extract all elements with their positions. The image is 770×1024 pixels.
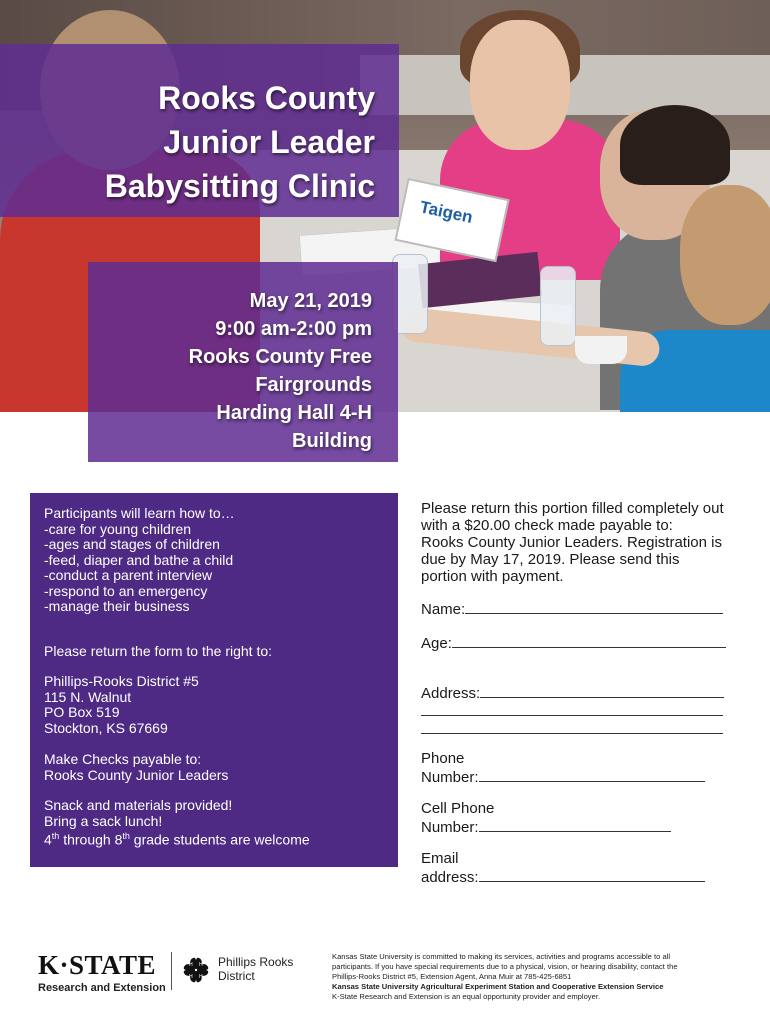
event-details-box — [88, 262, 398, 462]
address-line: 115 N. Walnut — [44, 688, 132, 705]
age-field[interactable] — [421, 633, 726, 652]
return-instruction: Please return the form to the right to: — [44, 643, 273, 659]
event-building: Harding Hall 4-H — [216, 402, 372, 424]
kstate-subtitle: Research and Extension — [38, 982, 166, 994]
grades-note: 4th through 8th grade students are welcome — [44, 831, 310, 848]
four-h-clover-icon — [180, 954, 212, 986]
phone-label: Phone — [421, 750, 465, 767]
address-line: PO Box 519 — [44, 704, 120, 720]
event-location: Rooks County Free — [188, 346, 372, 368]
checks-line: Rooks County Junior Leaders — [44, 766, 229, 783]
address-line: Stockton, KS 67669 — [44, 719, 168, 736]
age-input-line[interactable] — [452, 633, 726, 648]
name-field[interactable] — [421, 599, 723, 618]
address-input-line[interactable] — [480, 683, 724, 698]
cell-phone-label: Cell Phone — [421, 800, 495, 817]
title-line: Junior Leader — [163, 124, 375, 160]
email-input-line[interactable] — [479, 867, 705, 882]
address-field-line2[interactable] — [421, 701, 723, 720]
phone-number-label: Number: — [421, 769, 479, 786]
title-line: Rooks County — [158, 80, 375, 116]
event-location: Fairgrounds — [255, 374, 372, 396]
event-date: May 21, 2019 — [249, 290, 372, 312]
address-field[interactable] — [421, 683, 724, 702]
photo-cup — [575, 336, 627, 364]
learn-item: -conduct a parent interview — [44, 567, 213, 583]
title-line: Babysitting Clinic — [104, 168, 375, 204]
district-name: Phillips Rooks District — [218, 955, 294, 983]
info-panel — [30, 493, 398, 867]
age-label: Age: — [421, 635, 452, 652]
email-field[interactable] — [421, 867, 705, 886]
address-line: Phillips-Rooks District #5 — [44, 673, 199, 689]
form-intro: Please return this portion filled completely out with a $20.00 check made payable to: Rooks County Junior Leaders. Registration is due by May 17, 2019. Please send this portion with payment. — [421, 500, 724, 585]
snack-note: Snack and materials provided! — [44, 797, 233, 813]
kstate-wordmark: K·STATE — [38, 950, 157, 980]
learn-item: -respond to an emergency — [44, 582, 208, 599]
checks-payable — [44, 752, 228, 783]
title-box — [0, 44, 399, 217]
notes — [44, 798, 310, 848]
learn-item: -care for young children — [44, 520, 192, 537]
address-input-line[interactable] — [421, 719, 723, 734]
checks-line: Make Checks payable to: — [44, 751, 202, 767]
event-time: 9:00 am-2:00 pm — [215, 318, 372, 340]
learn-item: Participants will learn how to… — [44, 505, 235, 521]
address-field-line3[interactable] — [421, 719, 723, 738]
learn-item: -ages and stages of children — [44, 536, 220, 552]
photo-person-blue-head — [680, 185, 770, 325]
address-input-line[interactable] — [421, 701, 723, 716]
name-label: Name: — [421, 601, 466, 618]
photo-water-bottle — [540, 266, 576, 346]
photo-name-card-text: Taigen — [418, 197, 475, 227]
phone-input-line[interactable] — [479, 767, 705, 782]
lunch-note: Bring a sack lunch! — [44, 812, 163, 829]
kstate-logo — [38, 950, 166, 994]
cell-number-label: Number: — [421, 819, 479, 836]
mailing-address — [44, 674, 199, 736]
learn-item: -manage their business — [44, 598, 190, 614]
address-label: Address: — [421, 685, 481, 702]
svg-text:H: H — [199, 974, 203, 980]
cell-input-line[interactable] — [479, 817, 671, 832]
logo-divider — [171, 952, 172, 990]
svg-text:H: H — [199, 962, 203, 968]
learn-list — [44, 506, 235, 615]
photo-person-gray-hair — [620, 105, 730, 185]
photo-person-pink-head — [470, 20, 570, 150]
email-address-label: address: — [421, 869, 479, 886]
learn-item: -feed, diaper and bathe a child — [44, 551, 234, 568]
email-label: Email — [421, 850, 459, 867]
accessibility-statement: Kansas State University is committed to making its services, activities and programs accessible to all participants. If you have special requirements due to a physical, vision, or hearing disability, contact the Phillips-Rooks District #5, Extension Agent, Anna Muir at 785-425-6851 Kansas State University Agricultural Experiment Station and Cooperative Extension Service K-State Research and Extension is an equal opportunity provider and employer. — [332, 952, 678, 1001]
event-building: Building — [292, 430, 372, 452]
cell-phone-field[interactable] — [421, 817, 671, 836]
name-input-line[interactable] — [465, 599, 723, 614]
svg-text:H: H — [189, 962, 193, 968]
svg-text:H: H — [189, 974, 193, 980]
phone-field[interactable] — [421, 767, 705, 786]
